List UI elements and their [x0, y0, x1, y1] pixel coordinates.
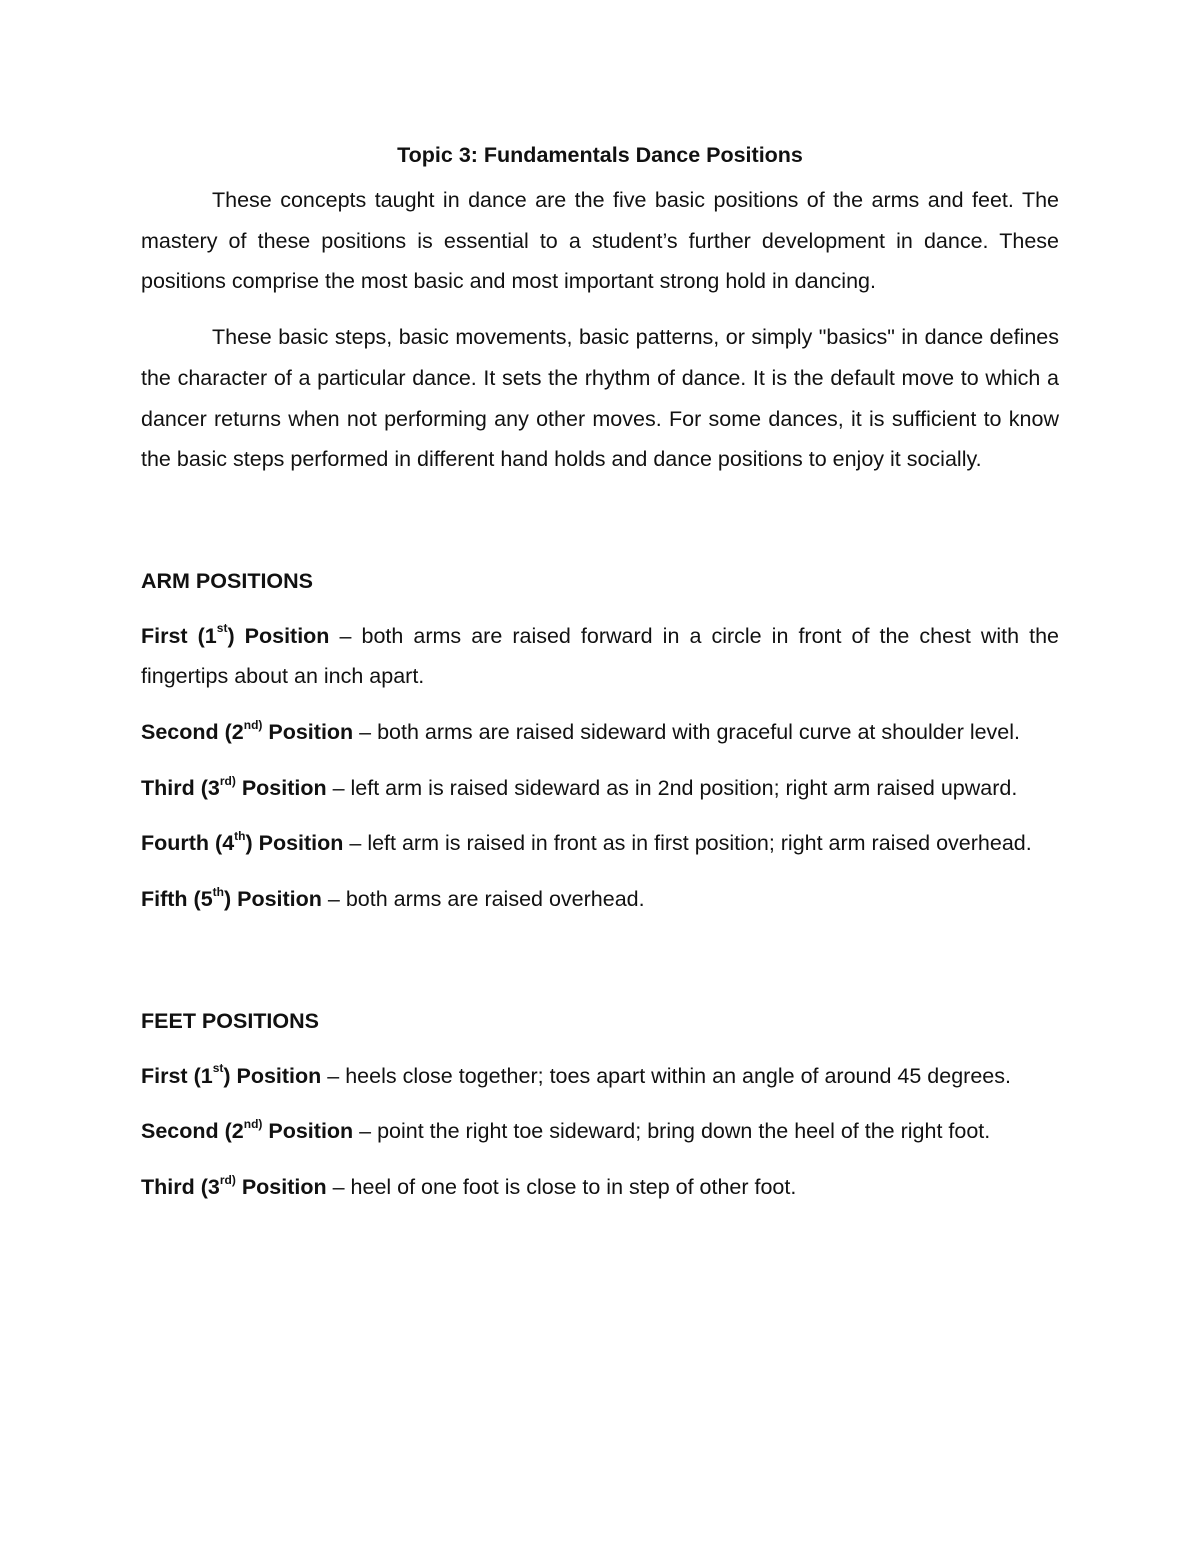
feet-position-item [141, 1167, 1059, 1208]
feet-position-item [141, 1111, 1059, 1152]
feet-position-name [141, 1061, 322, 1088]
ordinal-suffix: rd) [219, 773, 236, 788]
arm-position-name [141, 621, 330, 648]
arm-position-item [141, 879, 1059, 920]
position-label-end: Position [262, 1119, 354, 1144]
feet-position-name [141, 1119, 353, 1143]
position-label-end: Position [235, 775, 327, 800]
arm-position-item [141, 616, 1059, 697]
ordinal-suffix: nd) [243, 1117, 263, 1132]
ordinal-suffix: th [212, 884, 224, 899]
basics-paragraph: These basic steps, basic movements, basic patterns, or simply "basics" in dance defines the character of a particular dance. It sets the rhythm of dance. It is the default move to which a dancer returns when not performing any other moves. For some dances, it is sufficient to know the basic steps performed in different hand holds and dance positions to enjoy it socially. [141, 325, 1059, 472]
position-label: Third (3 [141, 1174, 220, 1199]
ordinal-suffix: th [234, 829, 246, 844]
arm-position-name [141, 717, 354, 745]
feet-positions-list [141, 1056, 1059, 1208]
arm-position-name [141, 884, 322, 912]
arm-position-item [141, 712, 1059, 753]
intro-paragraph: These concepts taught in dance are the five basic positions of the arms and feet. The mastery of these positions is essential to a student’s further development in dance. These positions comprise the most basic and most important strong hold in dancing. [141, 188, 1059, 294]
document-content [141, 138, 1059, 1208]
position-label-end: ) Position [245, 831, 344, 856]
ordinal-suffix: st [216, 621, 228, 636]
position-label: Fourth (4 [141, 831, 235, 856]
position-description: – both arms are raised overhead. [321, 887, 645, 912]
position-description: – point the right toe sideward; bring down the heel of the right foot. [353, 1119, 991, 1144]
position-label: Second (2 [141, 1119, 244, 1144]
ordinal-suffix: nd) [243, 717, 263, 732]
arm-position-item [141, 823, 1059, 864]
ordinal-suffix: rd) [219, 1172, 236, 1187]
position-label: First (1 [141, 623, 217, 648]
position-description: – heel of one foot is close to in step of other foot. [326, 1174, 797, 1199]
position-label-end: ) Position [223, 887, 322, 912]
position-label: Fifth (5 [141, 887, 213, 912]
feet-position-name [141, 1172, 327, 1199]
arm-position-name [141, 831, 343, 855]
position-description: – left arm is raised sideward as in 2nd position; right arm raised upward. [326, 775, 1018, 800]
position-label: Second (2 [141, 720, 244, 745]
position-label-end: Position [235, 1174, 327, 1199]
feet-positions-heading: FEET POSITIONS [141, 1008, 319, 1033]
feet-position-item [141, 1056, 1059, 1097]
position-description: – both arms are raised sideward with graceful curve at shoulder level. [353, 720, 1021, 745]
ordinal-suffix: st [212, 1061, 224, 1076]
arm-positions-list [141, 616, 1059, 920]
position-label-end: Position [262, 720, 354, 745]
position-label: First (1 [141, 1063, 213, 1088]
position-label-end: ) Position [223, 1063, 322, 1088]
arm-position-item [141, 768, 1059, 809]
arm-position-name [141, 773, 327, 800]
position-label: Third (3 [141, 775, 220, 800]
position-description: – both arms are raised forward in a circle in front of the chest with the fingertips about an inch apart. [141, 623, 1060, 689]
position-description: – left arm is raised in front as in first position; right arm raised overhead. [343, 831, 1032, 856]
arm-positions-heading: ARM POSITIONS [141, 568, 314, 593]
position-description: – heels close together; toes apart within an angle of around 45 degrees. [321, 1063, 1011, 1088]
document-title: Topic 3: Fundamentals Dance Positions [397, 143, 803, 167]
position-label-end: ) Position [227, 623, 330, 648]
